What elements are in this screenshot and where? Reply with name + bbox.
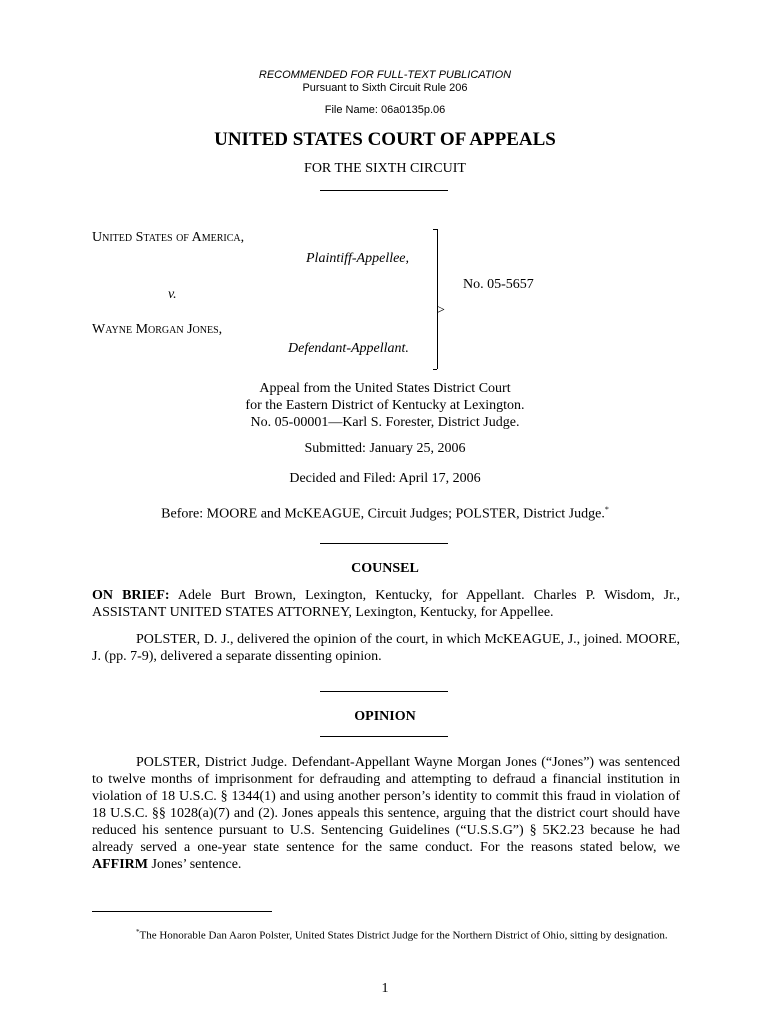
bracket-bottom-tick bbox=[433, 369, 437, 370]
court-title: UNITED STATES COURT OF APPEALS bbox=[214, 129, 556, 150]
footnote-marker: * bbox=[136, 928, 140, 936]
opinion-heading: OPINION bbox=[354, 709, 416, 724]
counsel-heading: COUNSEL bbox=[351, 561, 419, 576]
caption-bracket bbox=[437, 229, 438, 369]
rule-citation: Pursuant to Sixth Circuit Rule 206 bbox=[302, 82, 468, 94]
submitted-date: Submitted: January 25, 2006 bbox=[304, 441, 466, 456]
plaintiff-role: Plaintiff-Appellee, bbox=[306, 251, 410, 266]
delivered-paragraph: POLSTER, D. J., delivered the opinion of the court, in which McKEAGUE, J., joined. MOORE, J. (pp. 7-9), delivered a separate dissenting opinion. bbox=[92, 632, 680, 664]
footnote bbox=[92, 925, 682, 944]
defendant-role: Defendant-Appellant. bbox=[288, 341, 409, 356]
bracket-top-tick bbox=[433, 229, 437, 230]
opinion-divider-top bbox=[320, 691, 448, 692]
panel-footnote-marker: * bbox=[604, 505, 609, 514]
page-number: 1 bbox=[381, 981, 389, 996]
court-circuit: FOR THE SIXTH CIRCUIT bbox=[304, 161, 466, 176]
file-name: File Name: 06a0135p.06 bbox=[324, 104, 446, 116]
opinion-paragraph bbox=[92, 754, 680, 873]
opinion-text: POLSTER, District Judge. Defendant-Appellant Wayne Morgan Jones (“Jones”) was sentenced to twelve months of imprisonment for defrauding and attempting to defraud a financial institution in violation of 18 U.S.C. § 1344(1) and using another person’s identity to commit this fraud in violation of 18 U.S.C. §§ 1028(a)(7) and (2). Jones appeals this sentence, arguing that the district court should have reduced his sentence pursuant to U.S. Sentencing Guidelines (“U.S.S.G”) § 5K2.23 because he had already served a one-year state sentence for the same conduct. For the reasons stated below, we bbox=[92, 755, 680, 855]
appeal-line-2: for the Eastern District of Kentucky at Lexington. bbox=[245, 398, 525, 413]
on-brief-label: ON BRIEF: bbox=[92, 588, 170, 603]
plaintiff-name: United States of America, bbox=[92, 230, 245, 245]
publication-notice: RECOMMENDED FOR FULL-TEXT PUBLICATION bbox=[258, 69, 512, 81]
title-divider bbox=[320, 190, 448, 191]
footnote-text: The Honorable Dan Aaron Polster, United States District Judge for the Northern District of Ohio, sitting by designation. bbox=[139, 929, 668, 942]
case-number: No. 05-5657 bbox=[463, 277, 534, 292]
opinion-text-end: Jones’ sentence. bbox=[151, 857, 242, 872]
appeal-line-1: Appeal from the United States District Court bbox=[259, 381, 511, 396]
counsel-divider bbox=[320, 543, 448, 544]
bracket-point: > bbox=[437, 303, 445, 318]
defendant-name: Wayne Morgan Jones, bbox=[92, 322, 223, 337]
decided-date: Decided and Filed: April 17, 2006 bbox=[289, 471, 481, 486]
on-brief-paragraph bbox=[92, 587, 680, 621]
on-brief-text: Adele Burt Brown, Lexington, Kentucky, for Appellant. Charles P. Wisdom, Jr., ASSISTANT UNITED STATES ATTORNEY, Lexington, Kentucky, for Appellee. bbox=[92, 588, 681, 620]
panel-text: Before: MOORE and McKEAGUE, Circuit Judges; POLSTER, District Judge. bbox=[161, 506, 605, 522]
panel-line bbox=[0, 501, 770, 524]
affirm-word: AFFIRM bbox=[92, 857, 148, 872]
appeal-line-3: No. 05-00001—Karl S. Forester, District Judge. bbox=[250, 415, 520, 430]
versus: v. bbox=[168, 287, 177, 302]
opinion-divider-bottom bbox=[320, 736, 448, 737]
footnote-divider bbox=[92, 911, 272, 912]
